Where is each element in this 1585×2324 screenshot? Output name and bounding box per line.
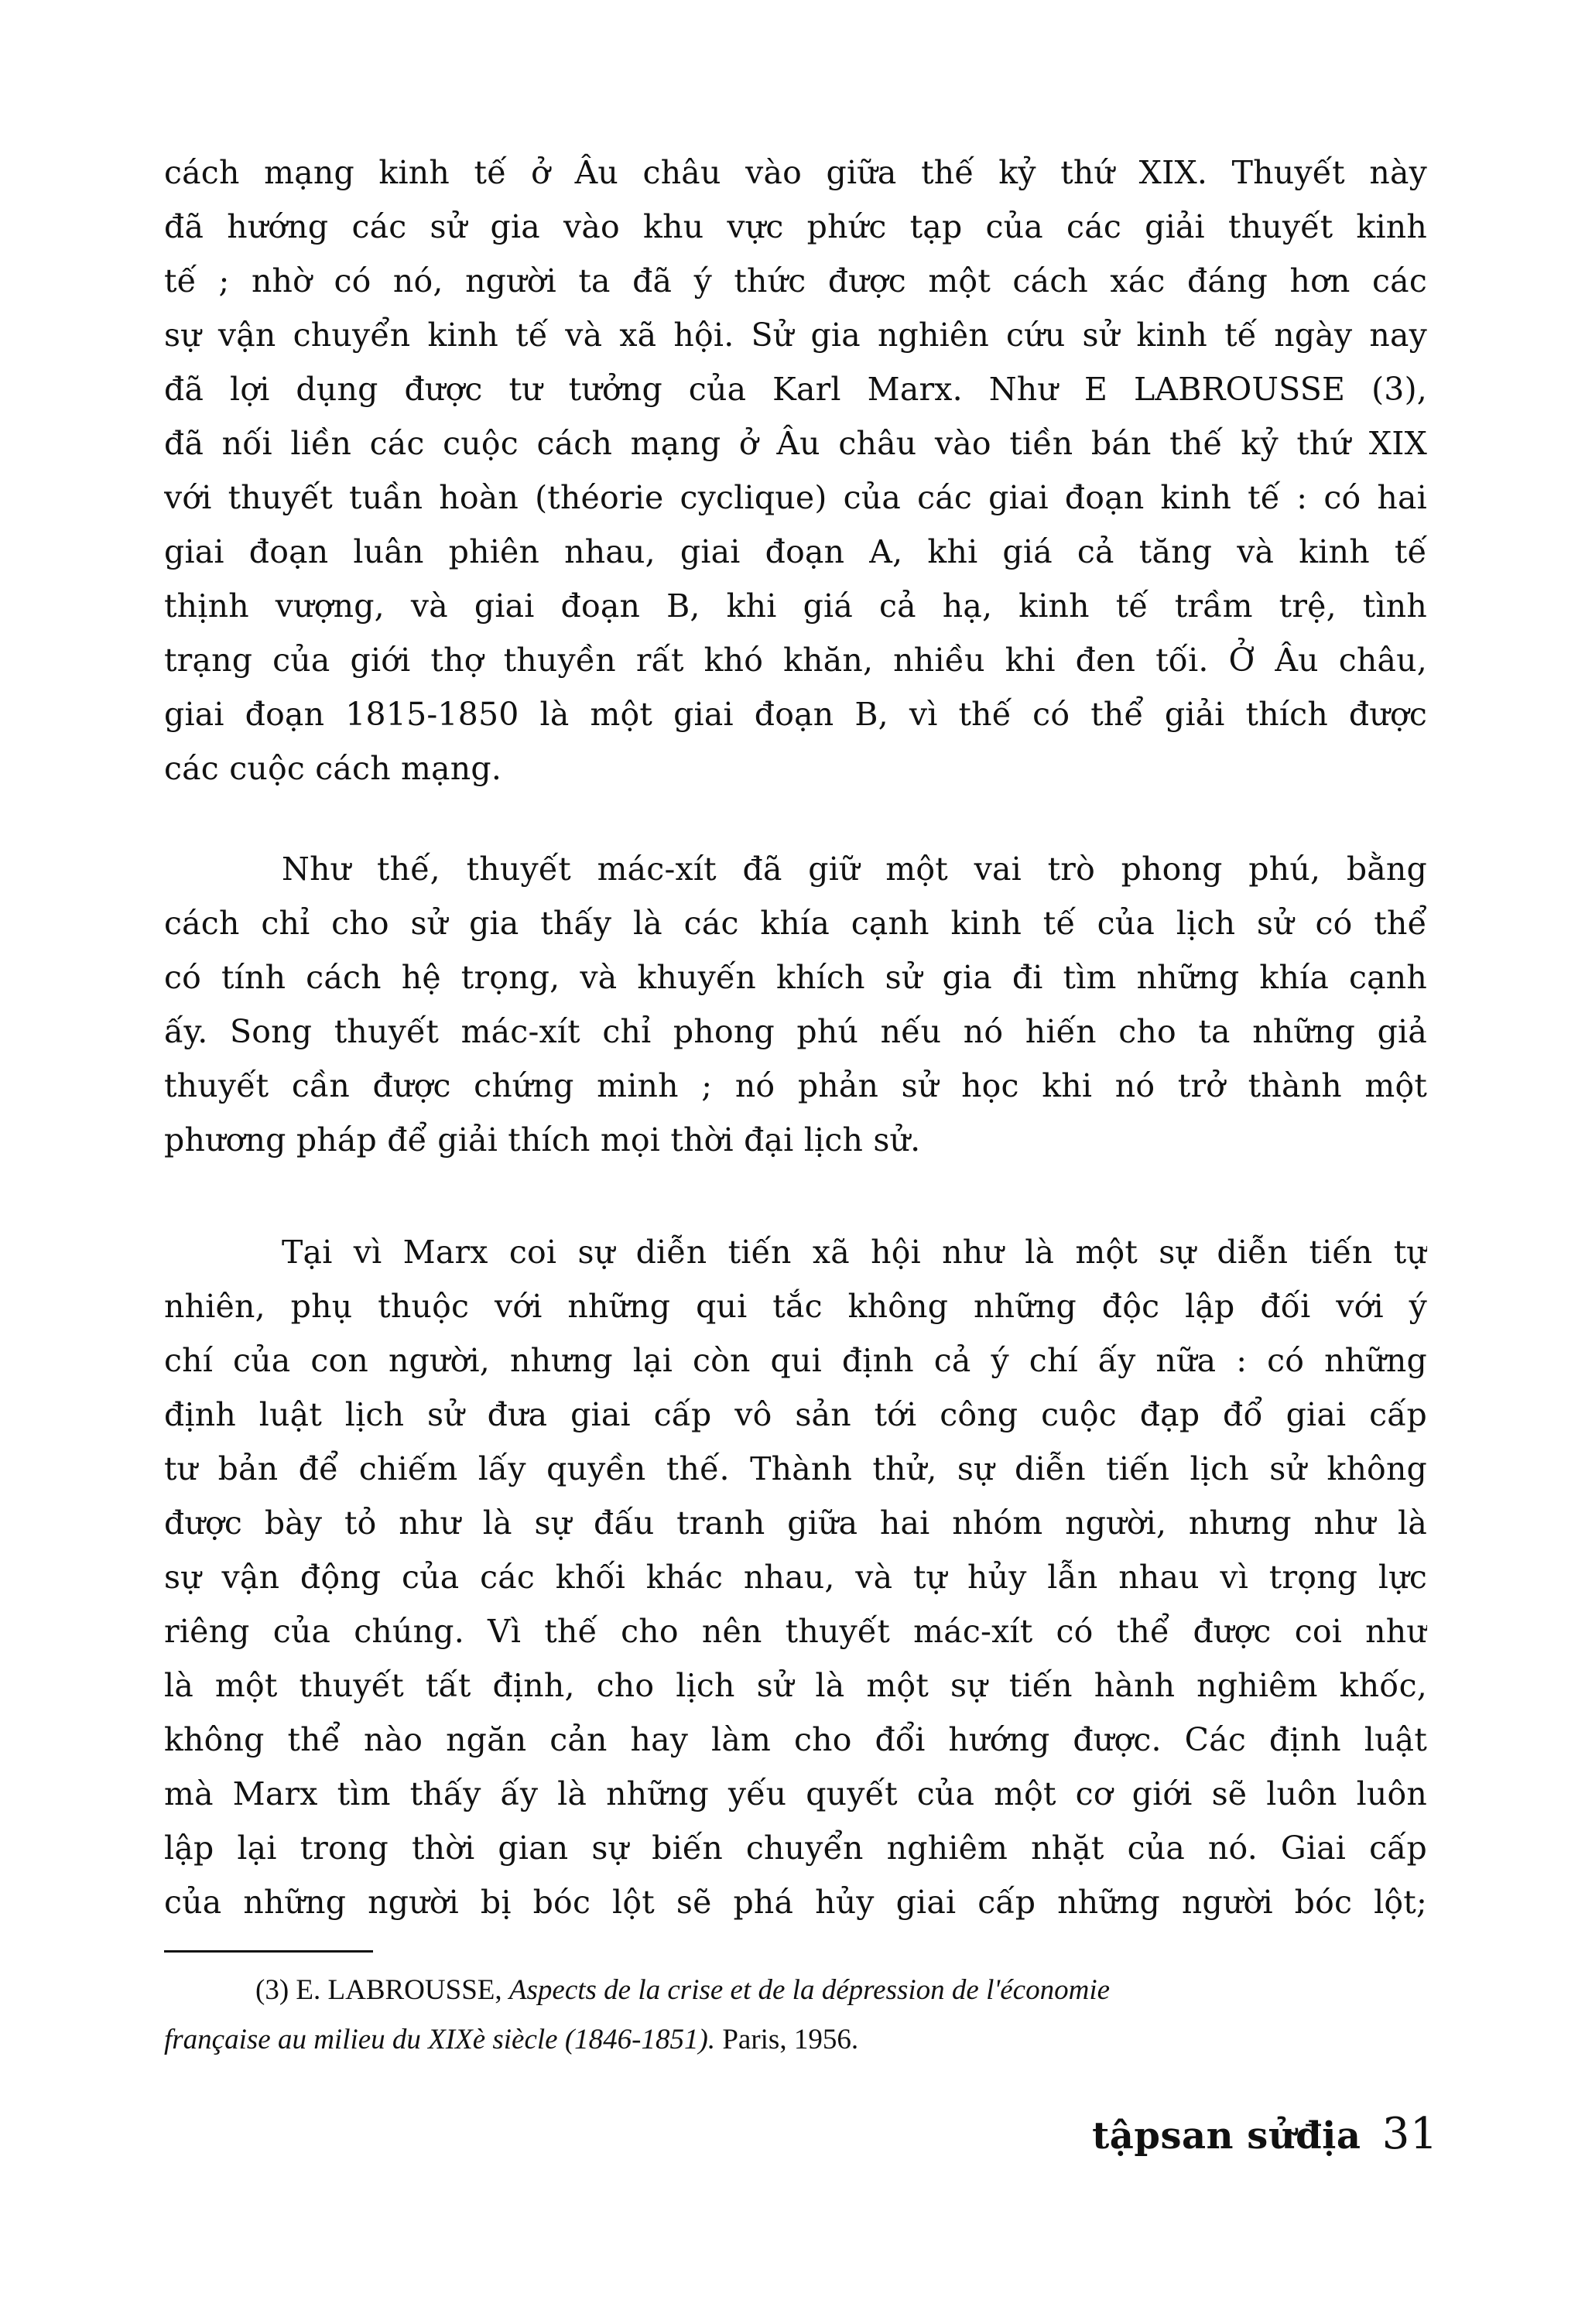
footnote-marker: (3) [255, 1974, 289, 2006]
text-line: giai đoạn luân phiên nhau, giai đoạn A, khi giá cả tăng và kinh tế [164, 533, 1427, 570]
page-number: 31 [1381, 2109, 1438, 2159]
paragraph-2 [164, 842, 1427, 1167]
text-line: nhiên, phụ thuộc với những qui tắc không những độc lập đối với ý [164, 1288, 1427, 1325]
text-line: sự vận động của các khối khác nhau, và tự hủy lẫn nhau vì trọng lực [164, 1559, 1427, 1596]
page-footer [1092, 2109, 1438, 2159]
text-line: chí của con người, nhưng lại còn qui định cả ý chí ấy nữa : có những [164, 1342, 1427, 1379]
paragraph-3 [164, 1225, 1427, 1929]
text-line: đã nối liền các cuộc cách mạng ở Âu châu vào tiền bán thế kỷ thứ XIX [164, 425, 1427, 462]
text-line: đã lợi dụng được tư tưởng của Karl Marx. Như E LABROUSSE (3), [164, 371, 1427, 408]
text-line: là một thuyết tất định, cho lịch sử là một sự tiến hành nghiêm khốc, [164, 1667, 1427, 1704]
footnote-divider [164, 1950, 373, 1953]
text-line: Tại vì Marx coi sự diễn tiến xã hội như là một sự diễn tiến tự [282, 1234, 1427, 1271]
text-line: của những người bị bóc lột sẽ phá hủy giai cấp những người bóc lột; [164, 1884, 1427, 1921]
text-line: với thuyết tuần hoàn (théorie cyclique) của các giai đoạn kinh tế : có hai [164, 479, 1427, 516]
text-line: phương pháp để giải thích mọi thời đại lịch sử. [164, 1121, 921, 1159]
text-line: định luật lịch sử đưa giai cấp vô sản tới công cuộc đạp đổ giai cấp [164, 1396, 1427, 1433]
publication-name: tậpsan sửđịa [1092, 2114, 1361, 2158]
text-line: mà Marx tìm thấy ấy là những yếu quyết của một cơ giới sẽ luôn luôn [164, 1775, 1427, 1812]
text-line: không thể nào ngăn cản hay làm cho đổi hướng được. Các định luật [164, 1721, 1427, 1758]
text-line: tế ; nhờ có nó, người ta đã ý thức được một cách xác đáng hơn các [164, 262, 1427, 299]
text-line: riêng của chúng. Vì thế cho nên thuyết mác-xít có thể được coi như [164, 1613, 1427, 1650]
footnote-line-2 [164, 2015, 1432, 2065]
footnote-title-part1: Aspects de la crise et de la dépression de l'économie [508, 1974, 1111, 2006]
text-line: thịnh vượng, và giai đoạn B, khi giá cả hạ, kinh tế trầm trệ, tình [164, 587, 1427, 625]
footnote-title-part2: française au milieu du XIXè siècle (1846-1851). [164, 2024, 716, 2055]
text-line: có tính cách hệ trọng, và khuyến khích sử gia đi tìm những khía cạnh [164, 959, 1427, 996]
text-line: tư bản để chiếm lấy quyền thế. Thành thử, sự diễn tiến lịch sử không [164, 1450, 1427, 1487]
text-line: đã hướng các sử gia vào khu vực phức tạp của các giải thuyết kinh [164, 208, 1427, 245]
text-line: cách chỉ cho sử gia thấy là các khía cạnh kinh tế của lịch sử có thể [164, 905, 1427, 942]
paragraph-1 [164, 145, 1427, 796]
text-line: cách mạng kinh tế ở Âu châu vào giữa thế kỷ thứ XIX. Thuyết này [164, 154, 1427, 191]
text-line: ấy. Song thuyết mác-xít chỉ phong phú nếu nó hiến cho ta những giả [164, 1013, 1427, 1050]
text-line: Như thế, thuyết mác-xít đã giữ một vai trò phong phú, bằng [282, 851, 1427, 888]
footnote-tail: Paris, 1956. [722, 2024, 859, 2055]
text-line: sự vận chuyển kinh tế và xã hội. Sử gia nghiên cứu sử kinh tế ngày nay [164, 317, 1427, 354]
text-line: các cuộc cách mạng. [164, 750, 502, 787]
footnote-author: E. LABROUSSE, [296, 1974, 502, 2006]
text-line: giai đoạn 1815-1850 là một giai đoạn B, vì thế có thể giải thích được [164, 696, 1427, 733]
text-line: trạng của giới thợ thuyền rất khó khăn, nhiều khi đen tối. Ở Âu châu, [164, 642, 1427, 679]
text-line: thuyết cần được chứng minh ; nó phản sử học khi nó trở thành một [164, 1067, 1427, 1104]
text-line: lập lại trong thời gian sự biến chuyển nghiêm nhặt của nó. Giai cấp [164, 1829, 1427, 1867]
footnote [164, 1966, 1432, 2065]
text-line: được bày tỏ như là sự đấu tranh giữa hai nhóm người, nhưng như là [164, 1504, 1427, 1542]
